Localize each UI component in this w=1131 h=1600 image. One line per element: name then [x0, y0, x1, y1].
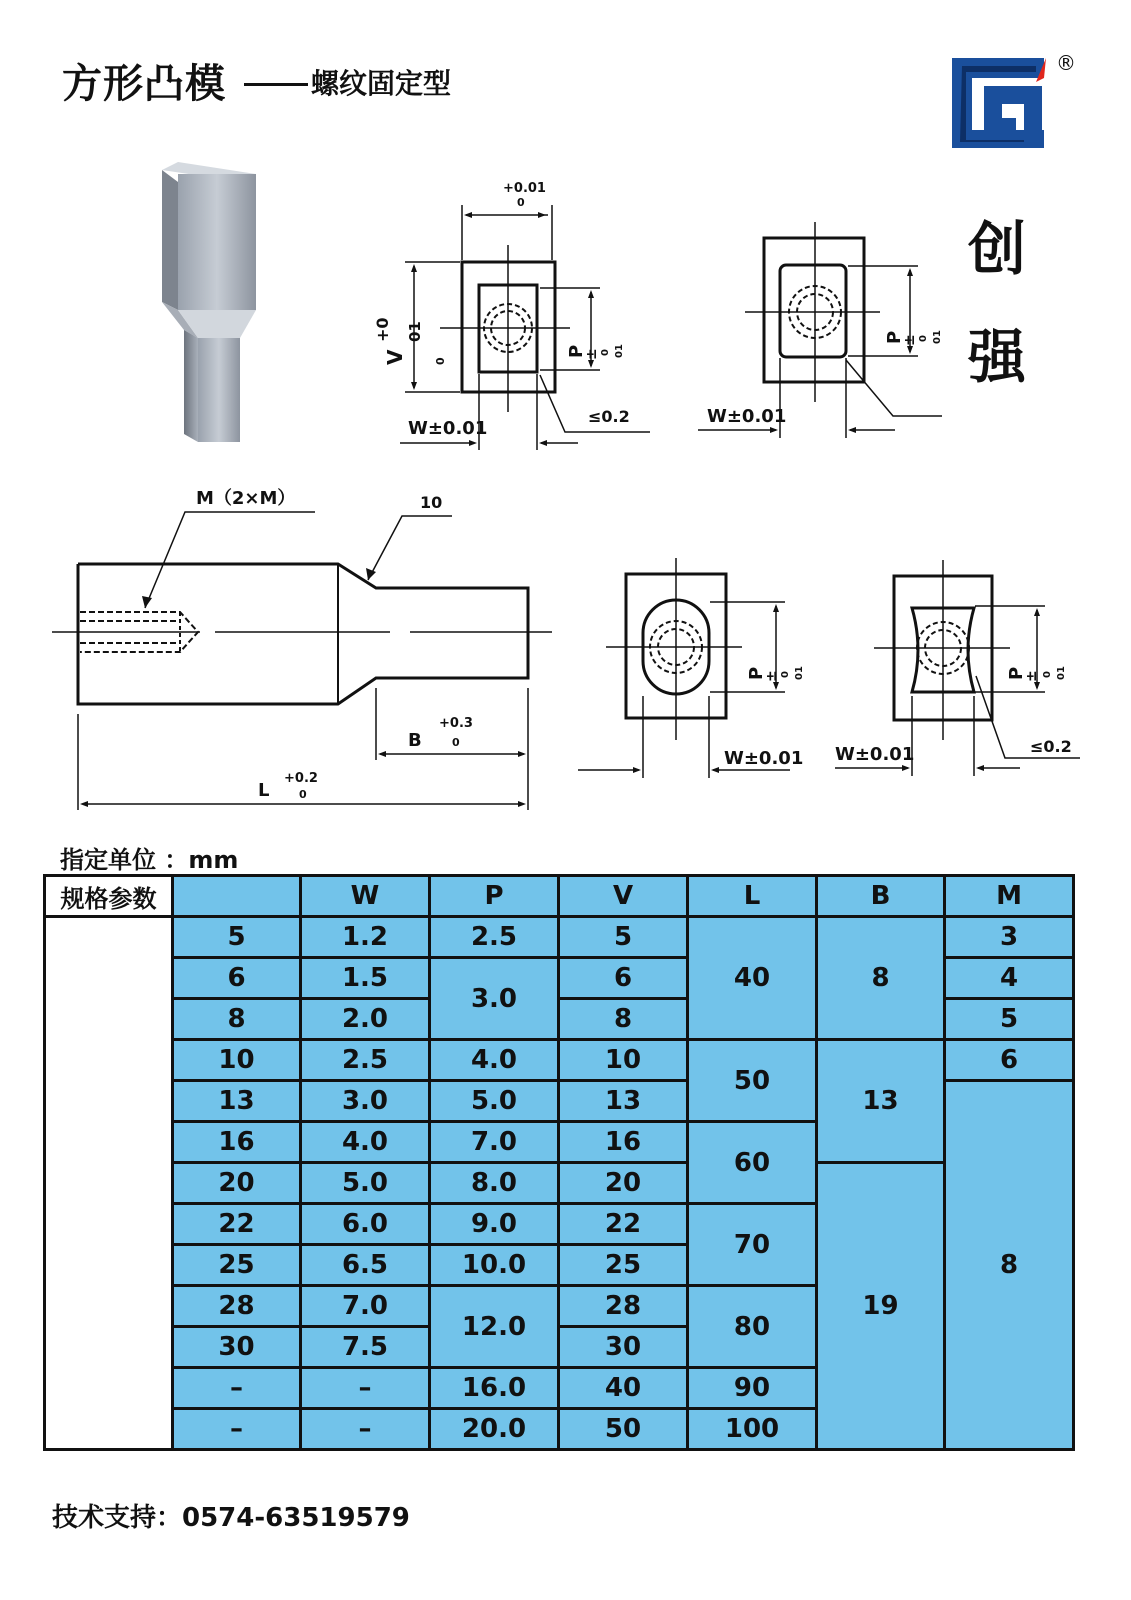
brand-logo — [944, 48, 1084, 158]
l-label: L — [258, 780, 270, 801]
table-cell: 2.5 — [301, 1040, 430, 1081]
p-label-1: P — [566, 344, 587, 358]
w-tol-zero: 0 — [517, 196, 525, 209]
table-cell: 6 — [173, 958, 301, 999]
p-tol-2: ± — [902, 334, 918, 346]
v-tol-label: +0 — [373, 317, 392, 342]
table-cell: 13 — [173, 1081, 301, 1122]
table-cell: 8 — [559, 999, 688, 1040]
header-cell — [173, 876, 301, 917]
p-label-4: P — [1006, 666, 1027, 680]
header-cell: W — [301, 876, 430, 917]
v-label: V — [383, 349, 407, 365]
table-cell: 5 — [173, 917, 301, 958]
b-label: B — [408, 730, 422, 751]
page-title: 方形凸模 — [62, 61, 226, 107]
table-cell: 25 — [173, 1245, 301, 1286]
table-cell: 13 — [559, 1081, 688, 1122]
table-cell: 5.0 — [301, 1163, 430, 1204]
table-cell: 13 — [817, 1040, 945, 1163]
table-cell: 30 — [173, 1327, 301, 1368]
v-tol-01: 01 — [406, 321, 424, 342]
brand-char-1: 创 — [968, 215, 1027, 283]
header-cell: V — [559, 876, 688, 917]
p-tol-3: ± — [764, 670, 780, 682]
table-cell: 8 — [817, 917, 945, 1040]
l-tol-label: +0.2 — [284, 771, 318, 786]
table-cell: 4 — [945, 958, 1074, 999]
table-cell: 10 — [173, 1040, 301, 1081]
w-pm-label-4: W±0.01 — [835, 744, 915, 765]
p-tol-4: ± — [1024, 670, 1040, 682]
table-cell: 16 — [173, 1122, 301, 1163]
table-cell: 6.0 — [301, 1204, 430, 1245]
table-cell: 90 — [688, 1368, 817, 1409]
table-cell: 30 — [559, 1327, 688, 1368]
table-cell: 28 — [173, 1286, 301, 1327]
header-cell: L — [688, 876, 817, 917]
table-cell: 20.0 — [430, 1409, 559, 1450]
table-cell: 16 — [559, 1122, 688, 1163]
table-cell: 1.5 — [301, 958, 430, 999]
header-cell: M — [945, 876, 1074, 917]
table-cell: 3.0 — [430, 958, 559, 1040]
table-cell: – — [301, 1368, 430, 1409]
table-cell: 7.5 — [301, 1327, 430, 1368]
table-cell: 20 — [559, 1163, 688, 1204]
b-tol-zero: 0 — [452, 736, 460, 749]
p-tol-0-1: 0 — [600, 349, 611, 356]
table-cell: – — [173, 1409, 301, 1450]
table-cell: 1.2 — [301, 917, 430, 958]
footer-contact: 技术支持：0574-63519579 — [52, 1503, 410, 1533]
table-label: 规格参数 — [45, 876, 173, 917]
table-cell: 4.0 — [430, 1040, 559, 1081]
table-cell: 10 — [559, 1040, 688, 1081]
p-tol-0-4: 0 — [1042, 671, 1053, 678]
radius-label: 10 — [420, 493, 443, 512]
table-cell: 8 — [945, 1081, 1074, 1450]
le02-label-1: ≤0.2 — [588, 407, 630, 426]
le02-label-2: ≤0.2 — [1030, 737, 1072, 756]
table-row — [45, 1163, 1074, 1204]
table-cell: 8 — [173, 999, 301, 1040]
table-cell: 5 — [559, 917, 688, 958]
table-row — [45, 1040, 1074, 1081]
p-label-2: P — [884, 330, 905, 344]
table-cell: – — [173, 1368, 301, 1409]
side-view — [52, 512, 552, 810]
table-cell: 5 — [945, 999, 1074, 1040]
table-cell: 2.5 — [430, 917, 559, 958]
w-pm-label-3: W±0.01 — [724, 748, 804, 769]
b-tol-label: +0.3 — [439, 716, 473, 731]
p-tol-0-3: 0 — [780, 671, 791, 678]
table-cell: 28 — [559, 1286, 688, 1327]
table-cell: 80 — [688, 1286, 817, 1368]
table-cell: 7.0 — [430, 1122, 559, 1163]
table-cell: 4.0 — [301, 1122, 430, 1163]
p-tol-0-2: 0 — [918, 335, 929, 342]
table-cell: – — [301, 1409, 430, 1450]
table-cell: 70 — [688, 1204, 817, 1286]
table-cell: 20 — [173, 1163, 301, 1204]
p-label-3: P — [746, 666, 767, 680]
table-cell: 40 — [559, 1368, 688, 1409]
table-cell: 7.0 — [301, 1286, 430, 1327]
m-thread-label: M（2×M） — [196, 488, 296, 509]
brand-char-2: 强 — [968, 323, 1027, 391]
w-tol-label: +0.01 — [503, 181, 546, 196]
table-cell: 50 — [688, 1040, 817, 1122]
v-tol-zero: 0 — [434, 357, 447, 365]
title-dash — [244, 83, 308, 86]
table-cell: 25 — [559, 1245, 688, 1286]
table-cell: 5.0 — [430, 1081, 559, 1122]
table-cell: 60 — [688, 1122, 817, 1204]
table-cell: 9.0 — [430, 1204, 559, 1245]
table-cell: 8.0 — [430, 1163, 559, 1204]
table-cell: 22 — [173, 1204, 301, 1245]
table-cell: 3.0 — [301, 1081, 430, 1122]
p-tol-01-2: 01 — [932, 330, 943, 344]
table-cell: 100 — [688, 1409, 817, 1450]
table-cell: 3 — [945, 917, 1074, 958]
l-tol-zero: 0 — [299, 788, 307, 801]
table-header-row — [45, 876, 1074, 917]
technical-drawings — [0, 160, 1131, 820]
table-cell: 2.0 — [301, 999, 430, 1040]
table-cell: 40 — [688, 917, 817, 1040]
w-pm-label-1: W±0.01 — [408, 418, 488, 439]
table-cell: 12.0 — [430, 1286, 559, 1368]
registered-mark: ® — [1056, 51, 1076, 75]
table-cell: 6 — [559, 958, 688, 999]
spec-table — [43, 874, 1075, 1451]
table-cell: 16.0 — [430, 1368, 559, 1409]
table-cell: 6.5 — [301, 1245, 430, 1286]
p-tol-01-3: 01 — [794, 666, 805, 680]
unit-label: 指定单位 ：mm — [60, 846, 239, 874]
header-cell: P — [430, 876, 559, 917]
table-row — [45, 917, 1074, 958]
page-subtitle: 螺纹固定型 — [311, 67, 452, 100]
table-cell: 50 — [559, 1409, 688, 1450]
table-cell: 6 — [945, 1040, 1074, 1081]
p-tol-1: ± — [584, 348, 600, 360]
table-cell: 22 — [559, 1204, 688, 1245]
header-cell: B — [817, 876, 945, 917]
p-tol-01-4: 01 — [1056, 666, 1067, 680]
table-cell: 19 — [817, 1163, 945, 1450]
table-cell: 10.0 — [430, 1245, 559, 1286]
p-tol-01-1: 01 — [614, 344, 625, 358]
w-pm-label-2: W±0.01 — [707, 406, 787, 427]
blank-cell — [45, 917, 173, 1450]
